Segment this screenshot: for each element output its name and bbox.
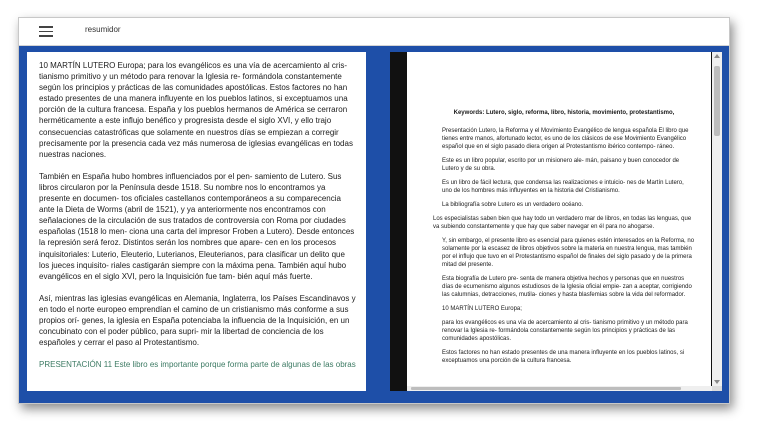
document-paragraph: Presentación Lutero, la Reforma y el Movimiento Evangélico de lengua española El libro que tienes entre manos, afortunado lector, es uno de los clásicos de ese Movimiento Evangélico español que en el siglo pasado diera origen al Protestantismo ibérico contempo- ráneo. — [442, 128, 689, 150]
scrollbar-thumb[interactable] — [714, 66, 720, 136]
app-window — [18, 17, 730, 404]
app-title: resumidor — [85, 25, 121, 34]
summary-paragraph: Así, mientras las iglesias evangélicas en Alemania, Inglaterra, los Países Escandinavos y en todo el norte europeo emprendían el camino de un cristianismo más conforme a sus propios orí- genes, la iglesia en España potenciaba la influencia de la Inquisición, en un concubinato con el poder público, para supri- mir la libertad de conciencia de los españoles y cerrar el paso al Protestantismo. — [39, 293, 356, 348]
document-paragraph: Estos factores no han estado presentes de una manera influyente en los pueblos latinos, si exceptuamos una porción de la cultura francesa. — [442, 350, 685, 364]
scroll-down-arrow-icon[interactable] — [714, 380, 720, 384]
document-text — [433, 109, 695, 371]
document-page[interactable] — [407, 52, 711, 386]
document-paragraph: 10 MARTÍN LUTERO Europa; — [442, 306, 522, 312]
scroll-up-arrow-icon[interactable] — [714, 54, 720, 58]
document-paragraph: para los evangélicos es una vía de acercamiento al cris- tianismo primitivo y un método para renovar la Iglesia re- formándola constantemente según los principios y prácticas de las comunidades apostólicas. — [442, 320, 688, 342]
document-paragraph: Es un libro de fácil lectura, que condensa las realizaciones e intuicio- nes de Martín Lutero, uno de los hombres más influyentes en la historia del Cristianismo. — [442, 180, 684, 194]
summary-paragraph: 10 MARTÍN LUTERO Europa; para los evangélicos es una vía de acercamiento al cris- tianismo primitivo y un método para renovar la Iglesia re- formándola constantemente según los principios y prácticas de las comunidades apostólicas. Estos factores no han estado presentes de una manera influyente en los pueblos latinos, si exceptuamos una porción de la cultura francesa. España y los pueblos hermanos de América se cerraron herméticamente a este influjo benéfico y progresista desde el siglo XVI, y ello trajo consecuencias catastróficas que solamente en nuestros días se empiezan a corregir precisamente por la presencia cada vez más numerosa de iglesias evangélicas en todas nuestras naciones. — [39, 61, 353, 159]
document-paragraph: Este es un libro popular, escrito por un misionero ale- mán, paisano y buen conocedor de Lutero y de su obra. — [442, 158, 680, 172]
summary-text — [39, 60, 357, 370]
document-paragraph: Y, sin embargo, el presente libro es esencial para quienes estén interesados en la Reforma, no solamente por la escasez de libros objetivos sobre la materia en nuestra lengua, mas también por el influjo que tuvo en el Protestantismo español de finales del siglo pasado y de la primera mitad del presente. — [442, 238, 695, 268]
summary-paragraph: PRESENTACIÓN 11 Este libro es importante porque forma parte de algunas de las obras — [39, 360, 356, 370]
vertical-scrollbar[interactable] — [712, 52, 722, 386]
horizontal-scrollbar[interactable] — [407, 386, 712, 391]
document-paragraph: Esta biografía de Lutero pre- senta de manera objetiva hechos y personas que en nuestros días de ecumenismo algunos estudiosos de la Iglesia oficial empie- zan a aceptar, corrigiendo las calumnias, detracciones, mutila- ciones y hasta blasfemias sobre la vida del reformador. — [442, 276, 692, 298]
summary-text-panel[interactable] — [27, 52, 366, 391]
summary-paragraph: También en España hubo hombres influenciados por el pen- samiento de Lutero. Sus libros circularon por la Península desde 1518. Su nombre nos lo encontramos ya presente en documen- tos oficiales castellanos contemporáneos a su comparecencia ante la Dieta de Worms (abril de 1521), y ya anteriormente nos encontramos con señalaciones de la circulación de sus tratados de controversia con Roma por ciudades españolas (1518 lo men- ciona una carta del impresor Froben a Lutero). Desde entonces la represión será feroz. Distintos serán los nombres que apare- cen en los procesos inquisitoriales: Luterio, Eleuterio, Luterianos, Eleuterianos, para clasificar un delito que los jueces inquisito- riales castigarán siempre con la máxima pena. También aquí hubo evangélicos en el siglo XVI, pero la Inquisición fue tam- bién aquí más fuerte. — [39, 171, 355, 281]
document-paragraph: Los especialistas saben bien que hay todo un verdadero mar de libros, en todas las lenguas, que va subiendo constantemente y que hay que saber navegar en él para no ahogarse. — [433, 216, 692, 230]
document-paragraph: La bibliografía sobre Lutero es un verdadero océano. — [442, 202, 584, 208]
horizontal-scrollbar-thumb[interactable] — [411, 387, 681, 390]
keywords-line: Keywords: Lutero, siglo, reforma, libro, historia, movimiento, protestantismo, — [453, 110, 675, 116]
scrollbar-corner — [712, 386, 722, 391]
document-viewer — [390, 52, 722, 391]
hamburger-menu-icon[interactable] — [39, 26, 53, 37]
top-bar — [19, 18, 729, 46]
